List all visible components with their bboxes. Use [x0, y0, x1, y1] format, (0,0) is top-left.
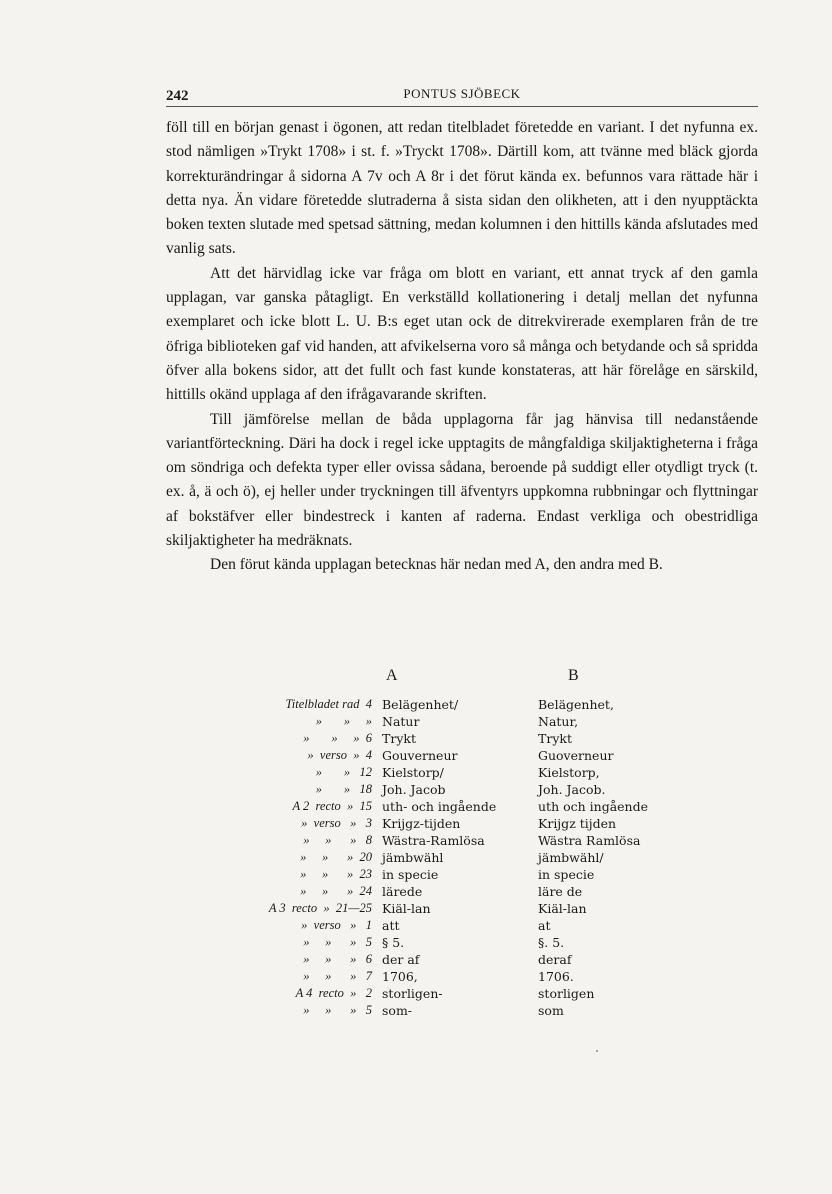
- table-row: [166, 799, 758, 816]
- row-location: » » » 5: [303, 935, 372, 949]
- row-variant-a: Gouverneur: [382, 748, 458, 763]
- table-row: [166, 986, 758, 1003]
- row-location: A 4 recto » 2: [295, 986, 372, 1000]
- page-number: 242: [166, 88, 189, 104]
- column-b-header: B: [568, 667, 579, 684]
- row-location: » » » 24: [300, 884, 372, 898]
- ink-speck: [596, 1050, 598, 1052]
- row-variant-b: at: [538, 918, 551, 933]
- row-variant-b: Wästra Ramlösa: [538, 833, 641, 848]
- row-location: » » » 6: [303, 952, 372, 966]
- table-row: [166, 952, 758, 969]
- table-row: [166, 1003, 758, 1020]
- table-row: [166, 901, 758, 918]
- row-location: » » » 5: [303, 1003, 372, 1017]
- table-row: [166, 714, 758, 731]
- row-location: » » » 20: [300, 850, 372, 864]
- row-variant-a: att: [382, 918, 400, 933]
- paragraph-3: Till jämförelse mellan de båda upplagorna får jag hänvisa till nedanstående variantförteckning. Däri ha dock i regel icke upptagits de mångfaldiga skiljaktigheterna i fråga om söndriga och defekta typer eller ovissa sådana, beroende på suddigt eller otydligt tryck (t. ex. å, ä och ö), ej heller under tryckningen till äfventyrs uppkomna rubbningar och flyttningar af bokstäfver eller bindestreck i kanten af raderna. Endast verkliga och obestridliga skiljaktigheter ha medräknats.: [166, 410, 758, 550]
- row-variant-b: Kiäl-lan: [538, 901, 587, 916]
- row-location: » » » 23: [300, 867, 372, 881]
- column-a-header: A: [386, 667, 398, 684]
- row-variant-b: 1706.: [538, 969, 574, 984]
- row-location: » » » 6: [303, 731, 372, 745]
- row-variant-a: Joh. Jacob: [382, 782, 446, 797]
- paragraph-4: Den förut kända upplagan betecknas här nedan med A, den andra med B.: [210, 556, 663, 574]
- row-location: A 3 recto » 21—25: [268, 901, 372, 915]
- table-row: [166, 918, 758, 935]
- table-row: [166, 697, 758, 714]
- row-variant-b: Belägenhet,: [538, 697, 614, 712]
- row-variant-b: §. 5.: [538, 935, 565, 950]
- row-location: Titelbladet rad 4: [285, 697, 372, 711]
- row-variant-a: jämbwähl: [382, 850, 444, 865]
- row-variant-a: Kielstorp/: [382, 765, 444, 780]
- row-variant-b: jämbwähl/: [538, 850, 604, 865]
- row-variant-a: uth- och ingående: [382, 799, 497, 814]
- row-location: A 2 recto » 15: [292, 799, 372, 813]
- row-variant-a: Trykt: [382, 731, 416, 746]
- table-row: [166, 748, 758, 765]
- row-variant-a: in specie: [382, 867, 439, 882]
- table-row: [166, 833, 758, 850]
- row-variant-a: § 5.: [382, 935, 405, 950]
- body-text: [166, 116, 758, 578]
- table-row: [166, 765, 758, 782]
- row-location: » » 12: [315, 765, 372, 779]
- page-header: [166, 84, 758, 107]
- row-variant-b: Guoverneur: [538, 748, 614, 763]
- paragraph-1: föll till en början genast i ögonen, att redan titelbladet företedde en variant. I det nyfunna ex. stod nämligen »Trykt 1708» i st. f. »Tryckt 1708». Därtill kom, att tvänne med bläck gjorda korrekturändringar å sidorna A 7v och A 8r i det förut kända ex. befunnos vara rättade här i detta nya. Än vidare företedde slutraderna å sista sidan den olikheten, att i den nyupptäckta boken texten slutade med spetsad sättning, medan kolumnen i den hittills kända afslutades med vanlig sats.: [166, 119, 758, 258]
- table-row: [166, 782, 758, 799]
- table-row: [166, 731, 758, 748]
- row-variant-b: uth och ingående: [538, 799, 648, 814]
- paragraph-2: Att det härvidlag icke var fråga om blott en variant, ett annat tryck af den gamla upplagan, var ganska påtagligt. En verkställd kollationering i detalj mellan det nyfunna exemplaret och icke blott L. U. B:s eget utan ock de ditrekvirerade exemplaren från de tre öfriga biblioteken gaf vid handen, att afvikelserna voro så många och betydande och så spridda öfver alla bokens sidor, att det fullt och fast kunde konstateras, att här förelåge en särskild, hittills okänd upplaga af den ifrågavarande skriften.: [166, 264, 758, 404]
- row-location: » » » 8: [303, 833, 372, 847]
- row-location: » verso » 4: [307, 748, 372, 762]
- row-variant-a: Wästra-Ramlösa: [382, 833, 485, 848]
- row-variant-b: in specie: [538, 867, 595, 882]
- row-location: » » »: [315, 714, 372, 728]
- row-location: » » 18: [315, 782, 372, 796]
- table-row: [166, 969, 758, 986]
- row-variant-b: Joh. Jacob.: [538, 782, 606, 797]
- row-variant-b: läre de: [538, 884, 583, 899]
- row-variant-a: 1706,: [382, 969, 418, 984]
- row-variant-a: som-: [382, 1003, 413, 1018]
- row-variant-a: Krijgz-tijden: [382, 816, 461, 831]
- row-variant-b: Krijgz tijden: [538, 816, 617, 831]
- row-variant-b: Kielstorp,: [538, 765, 600, 780]
- table-row: [166, 884, 758, 901]
- row-variant-a: Belägenhet/: [382, 697, 459, 712]
- row-location: » verso » 3: [301, 816, 372, 830]
- row-variant-b: storligen: [538, 986, 595, 1001]
- table-row: [166, 935, 758, 952]
- row-variant-a: lärede: [382, 884, 423, 899]
- row-variant-a: Kiäl-lan: [382, 901, 431, 916]
- row-variant-a: Natur: [382, 714, 420, 729]
- table-row: [166, 867, 758, 884]
- row-variant-b: som: [538, 1003, 564, 1018]
- row-variant-a: storligen-: [382, 986, 443, 1001]
- row-variant-b: deraf: [538, 952, 572, 967]
- row-variant-b: Natur,: [538, 714, 579, 729]
- row-variant-a: der af: [382, 952, 420, 967]
- running-title: PONTUS SJÖBECK: [403, 86, 521, 101]
- table-row: [166, 816, 758, 833]
- table-row: [166, 850, 758, 867]
- row-location: » » » 7: [303, 969, 372, 983]
- row-variant-b: Trykt: [538, 731, 572, 746]
- row-location: » verso » 1: [301, 918, 372, 932]
